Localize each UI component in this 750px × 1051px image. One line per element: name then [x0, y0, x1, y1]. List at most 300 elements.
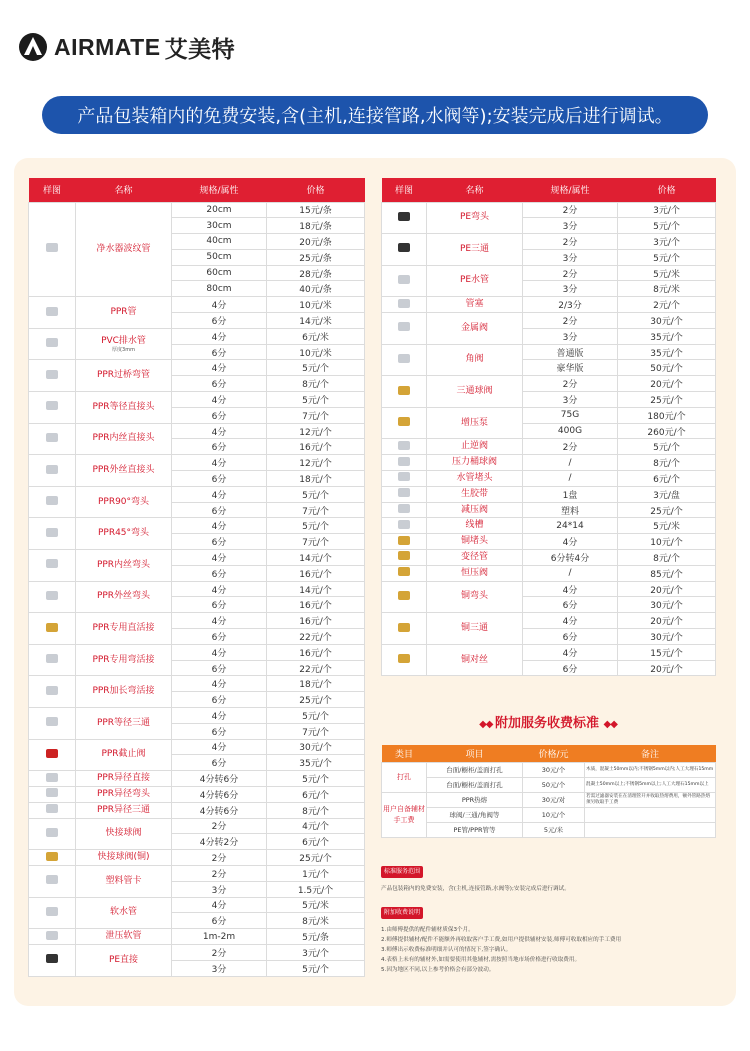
service-price: 30元/个	[523, 762, 585, 777]
product-thumb	[29, 676, 76, 708]
fitting-icon	[398, 551, 410, 560]
service-price: 30元/对	[523, 792, 585, 807]
product-name: PPR等径三通	[76, 708, 172, 740]
product-price: 8元/个	[267, 802, 365, 818]
product-spec: 1盘	[523, 486, 618, 502]
product-price: 3元/个	[618, 202, 716, 218]
product-thumb	[29, 297, 76, 329]
product-name: 快接球阀	[76, 818, 172, 850]
product-name: PE三通	[427, 234, 523, 266]
product-thumb	[29, 929, 76, 945]
product-name: PPR异径直接	[76, 771, 172, 787]
table-row	[382, 313, 716, 329]
fitting-icon	[46, 496, 58, 505]
product-price: 5元/个	[267, 392, 365, 408]
fitting-icon	[46, 338, 58, 347]
product-thumb	[382, 550, 427, 566]
product-price: 6元/个	[267, 786, 365, 802]
service-item: PE管/PPR管等	[427, 822, 523, 837]
product-thumb	[382, 234, 427, 266]
table-row	[29, 297, 365, 313]
col-price: 价格	[267, 178, 365, 202]
product-price: 12元/个	[267, 423, 365, 439]
product-thumb	[29, 423, 76, 455]
product-name: PPR管	[76, 297, 172, 329]
product-price: 28元/条	[267, 265, 365, 281]
product-spec: 2分	[172, 944, 267, 960]
product-spec: 4分	[172, 392, 267, 408]
fitting-icon	[398, 472, 410, 481]
product-price: 5元/个	[267, 518, 365, 534]
product-name: 增压泵	[427, 407, 523, 439]
table-row	[382, 265, 716, 281]
fitting-icon	[398, 212, 410, 221]
product-name: 生胶带	[427, 486, 523, 502]
product-spec: 4分	[523, 581, 618, 597]
table-row	[29, 850, 365, 866]
product-thumb	[29, 360, 76, 392]
product-price: 40元/条	[267, 281, 365, 297]
fitting-icon	[398, 417, 410, 426]
product-price: 5元/个	[267, 771, 365, 787]
service-item: PPR热熔	[427, 792, 523, 807]
product-spec: 3分	[523, 249, 618, 265]
product-spec: 20cm	[172, 202, 267, 218]
fitting-icon	[398, 386, 410, 395]
product-price: 35元/个	[618, 328, 716, 344]
fitting-icon	[46, 401, 58, 410]
product-price: 5元/个	[267, 960, 365, 976]
table-row	[29, 739, 365, 755]
table-row	[382, 471, 716, 487]
diamond-icon: ◆◆	[479, 719, 495, 730]
product-spec: 4分	[172, 613, 267, 629]
product-price: 10元/米	[267, 344, 365, 360]
product-price: 25元/个	[267, 692, 365, 708]
product-name: PPR异径弯头	[76, 786, 172, 802]
product-thumb	[382, 581, 427, 613]
product-thumb	[382, 407, 427, 439]
product-price: 30元/个	[618, 313, 716, 329]
table-row	[382, 565, 716, 581]
product-thumb	[29, 486, 76, 518]
product-name: 水管堵头	[427, 471, 523, 487]
fitting-icon	[46, 465, 58, 474]
product-price: 85元/个	[618, 565, 716, 581]
product-spec: 6分	[172, 344, 267, 360]
product-spec: 2分	[523, 313, 618, 329]
product-price: 5元/米	[618, 265, 716, 281]
product-name: 角阀	[427, 344, 523, 376]
table-row	[29, 518, 365, 534]
col-name: 名称	[76, 178, 172, 202]
product-thumb	[29, 708, 76, 740]
col-price: 价格	[618, 178, 716, 202]
product-price: 16元/个	[267, 565, 365, 581]
service-price: 50元/个	[523, 777, 585, 792]
product-spec: 3分	[523, 281, 618, 297]
fitting-icon	[46, 686, 58, 695]
product-price: 25元/个	[267, 850, 365, 866]
fitting-icon	[46, 243, 58, 252]
product-spec: 2分	[172, 865, 267, 881]
table-row	[29, 897, 365, 913]
product-name: PPR专用弯活接	[76, 644, 172, 676]
table-row	[29, 929, 365, 945]
product-price: 14元/个	[267, 550, 365, 566]
product-thumb	[382, 502, 427, 518]
fitting-icon	[398, 536, 410, 545]
product-price: 180元/个	[618, 407, 716, 423]
service-row	[382, 792, 716, 807]
product-spec: 普通版	[523, 344, 618, 360]
product-spec: 4分	[172, 486, 267, 502]
product-price: 4元/个	[267, 818, 365, 834]
product-spec: 2分	[172, 818, 267, 834]
product-thumb	[29, 897, 76, 929]
product-price: 10元/个	[618, 534, 716, 550]
table-row	[382, 407, 716, 423]
product-thumb	[382, 518, 427, 534]
fitting-icon	[46, 804, 58, 813]
service-note	[585, 822, 716, 837]
product-name: PPR等径直接头	[76, 392, 172, 424]
service-row	[382, 777, 716, 792]
svc-col-price: 价格/元	[523, 745, 585, 762]
table-row	[29, 328, 365, 344]
product-thumb	[29, 865, 76, 897]
product-price: 16元/个	[267, 644, 365, 660]
product-name: 铜三通	[427, 613, 523, 645]
table-row	[29, 392, 365, 408]
product-price: 8元/米	[618, 281, 716, 297]
product-spec: 6分转4分	[523, 550, 618, 566]
product-price: 18元/个	[267, 471, 365, 487]
service-note: 混凝土50mm以上;不锈钢5mm以上;人工大理石15mm以上	[585, 777, 716, 792]
product-thumb	[29, 850, 76, 866]
service-price: 5元/米	[523, 822, 585, 837]
product-spec: 40cm	[172, 234, 267, 250]
table-row	[382, 455, 716, 471]
fitting-icon	[46, 433, 58, 442]
product-spec: 80cm	[172, 281, 267, 297]
product-name: PPR异径三通	[76, 802, 172, 818]
product-spec: 塑料	[523, 502, 618, 518]
product-spec: 6分	[172, 660, 267, 676]
product-spec: /	[523, 471, 618, 487]
table-row	[29, 550, 365, 566]
table-row	[29, 202, 365, 218]
right-price-table	[381, 178, 716, 676]
product-price: 22元/个	[267, 629, 365, 645]
table-row	[29, 581, 365, 597]
table-row	[29, 423, 365, 439]
product-name: 塑料管卡	[76, 865, 172, 897]
install-banner: 产品包装箱内的免费安装,含(主机,连接管路,水阀等);安装完成后进行调试。	[42, 96, 708, 134]
fitting-icon	[46, 623, 58, 632]
product-price: 16元/个	[267, 597, 365, 613]
brand-name: AIRMATE	[54, 33, 161, 60]
product-spec: 4分	[172, 550, 267, 566]
product-thumb	[29, 739, 76, 771]
product-spec: 6分	[172, 439, 267, 455]
product-price: 25元/个	[618, 392, 716, 408]
service-note: 木质，混凝土50mm以内;不锈钢5mm以内;人工大理石15mm	[585, 762, 716, 777]
table-row	[382, 344, 716, 360]
brand-cn: 艾美特	[164, 35, 236, 62]
service-item: 球阀/三通/角阀等	[427, 807, 523, 822]
product-spec: 2分	[523, 439, 618, 455]
fitting-icon	[46, 773, 58, 782]
product-price: 7元/个	[267, 723, 365, 739]
product-name: 金属阀	[427, 313, 523, 345]
product-spec: /	[523, 455, 618, 471]
product-spec: 75G	[523, 407, 618, 423]
product-thumb	[29, 771, 76, 787]
product-thumb	[382, 439, 427, 455]
table-row	[382, 581, 716, 597]
product-spec: 6分	[172, 597, 267, 613]
product-price: 18元/个	[267, 676, 365, 692]
product-name: 净水器波纹管	[76, 202, 172, 297]
product-price: 1.5元/个	[267, 881, 365, 897]
product-spec: 4分	[172, 328, 267, 344]
product-price: 25元/个	[618, 502, 716, 518]
product-name: 三通球阀	[427, 376, 523, 408]
product-price: 5元/个	[267, 708, 365, 724]
service-item: 台面/橱柜/盖面打孔	[427, 762, 523, 777]
fitting-icon	[46, 749, 58, 758]
product-spec: 6分	[172, 629, 267, 645]
product-spec: 2分	[523, 202, 618, 218]
fitting-icon	[46, 528, 58, 537]
fitting-icon	[46, 907, 58, 916]
product-price: 1元/个	[267, 865, 365, 881]
product-name: 铜弯头	[427, 581, 523, 613]
table-row	[382, 376, 716, 392]
product-price: 16元/个	[267, 613, 365, 629]
service-row	[382, 822, 716, 837]
product-thumb	[382, 202, 427, 234]
product-spec: 4分转6分	[172, 802, 267, 818]
product-price: 7元/个	[267, 534, 365, 550]
product-price: 8元/个	[618, 455, 716, 471]
fitting-icon	[46, 852, 58, 861]
table-row	[29, 865, 365, 881]
svc-col-note: 备注	[585, 745, 716, 762]
note-line: 1.由师傅提供的配件辅材质保3个月。	[381, 927, 474, 933]
col-name: 名称	[427, 178, 523, 202]
product-name: 铜堵头	[427, 534, 523, 550]
product-thumb	[29, 613, 76, 645]
col-img: 样图	[382, 178, 427, 202]
left-price-table	[28, 178, 365, 977]
fitting-icon	[46, 591, 58, 600]
product-thumb	[29, 392, 76, 424]
fitting-icon	[46, 931, 58, 940]
product-thumb	[29, 944, 76, 976]
product-spec: 4分	[172, 581, 267, 597]
product-spec: 6分	[523, 597, 618, 613]
table-row	[29, 818, 365, 834]
product-spec: 2分	[172, 850, 267, 866]
product-price: 5元/条	[267, 929, 365, 945]
product-spec: 2分	[523, 234, 618, 250]
product-spec: 6分	[172, 692, 267, 708]
product-price: 30元/个	[267, 739, 365, 755]
fitting-icon	[46, 307, 58, 316]
col-spec: 规格/属性	[523, 178, 618, 202]
service-title: ◆◆ 附加服务收费标准 ◆◆	[479, 716, 617, 731]
product-spec: 4分	[523, 644, 618, 660]
product-spec: 1m-2m	[172, 929, 267, 945]
product-name: 减压阀	[427, 502, 523, 518]
product-name: PE水管	[427, 265, 523, 297]
fitting-icon	[398, 243, 410, 252]
product-price: 8元/个	[618, 550, 716, 566]
table-row	[29, 360, 365, 376]
product-spec: 6分	[172, 376, 267, 392]
table-row	[29, 771, 365, 787]
note-line: 5.因为地区不同,以上参考价格会有部分波动。	[381, 967, 495, 973]
fitting-icon	[398, 354, 410, 363]
product-spec: 24*14	[523, 518, 618, 534]
product-price: 16元/个	[267, 439, 365, 455]
notes-tag: 附加收费说明	[381, 907, 423, 919]
product-spec: 4分	[172, 455, 267, 471]
note-line: 3.师傅出示收费标准明细并认可的情况下,签字确认。	[381, 947, 512, 953]
product-name: PPR加长弯活接	[76, 676, 172, 708]
fitting-icon	[398, 623, 410, 632]
note-line: 4.表格上未有的辅材外,如需要使用其他辅材,需按照当地市场价格进行收取费用。	[381, 957, 581, 963]
product-thumb	[382, 471, 427, 487]
product-name: 管塞	[427, 297, 523, 313]
product-spec: 6分	[172, 723, 267, 739]
product-name: PPR截止阀	[76, 739, 172, 771]
product-name: PPR外丝直接头	[76, 455, 172, 487]
table-row	[29, 802, 365, 818]
product-thumb	[382, 565, 427, 581]
fitting-icon	[46, 370, 58, 379]
table-row	[382, 518, 716, 534]
product-price: 20元/个	[618, 660, 716, 676]
product-spec: 4分转6分	[172, 786, 267, 802]
table-row	[382, 297, 716, 313]
product-price: 20元/个	[618, 376, 716, 392]
brand-header	[18, 30, 235, 64]
table-row	[29, 708, 365, 724]
product-price: 6元/个	[267, 834, 365, 850]
table-row	[382, 439, 716, 455]
service-fee-table	[381, 745, 716, 838]
product-price: 7元/个	[267, 407, 365, 423]
product-price: 260元/个	[618, 423, 716, 439]
product-name: 铜对丝	[427, 644, 523, 676]
product-price: 8元/个	[267, 376, 365, 392]
product-price: 25元/条	[267, 249, 365, 265]
product-thumb	[382, 376, 427, 408]
table-row	[382, 234, 716, 250]
product-price: 7元/个	[267, 502, 365, 518]
product-price: 5元/个	[618, 218, 716, 234]
product-price: 18元/条	[267, 218, 365, 234]
product-name: 恒压阀	[427, 565, 523, 581]
product-spec: 3分	[523, 328, 618, 344]
product-thumb	[29, 518, 76, 550]
product-thumb	[29, 644, 76, 676]
fitting-icon	[46, 788, 58, 797]
product-price: 5元/个	[618, 249, 716, 265]
svc-col-type: 类目	[382, 745, 427, 762]
col-spec: 规格/属性	[172, 178, 267, 202]
notes-list	[381, 925, 715, 975]
table-row	[29, 944, 365, 960]
product-spec: 400G	[523, 423, 618, 439]
table-row	[382, 486, 716, 502]
fitting-icon	[46, 954, 58, 963]
product-spec: 4分	[172, 360, 267, 376]
product-price: 2元/个	[618, 297, 716, 313]
product-price: 10元/米	[267, 297, 365, 313]
product-spec: 2分	[523, 376, 618, 392]
product-price: 5元/个	[618, 439, 716, 455]
product-thumb	[29, 455, 76, 487]
table-row	[29, 644, 365, 660]
product-name: PPR外丝弯头	[76, 581, 172, 613]
product-price: 15元/条	[267, 202, 365, 218]
product-thumb	[29, 818, 76, 850]
product-name: PVC排水管 厚度3mm	[76, 328, 172, 360]
product-spec: 6分	[172, 755, 267, 771]
product-name: 变径管	[427, 550, 523, 566]
product-thumb	[382, 613, 427, 645]
service-row	[382, 807, 716, 822]
product-name: 压力桶球阀	[427, 455, 523, 471]
product-spec: 4分	[523, 534, 618, 550]
product-spec: 4分	[172, 423, 267, 439]
product-name: 泄压软管	[76, 929, 172, 945]
scope-text: 产品包装箱内的免费安装，含(主机,连接管路,水阀等);安装完成后进行调试。	[381, 886, 570, 892]
product-spec: 30cm	[172, 218, 267, 234]
product-price: 5元/个	[267, 486, 365, 502]
product-spec: 6分	[172, 534, 267, 550]
product-thumb	[29, 581, 76, 613]
product-spec: 4分	[172, 708, 267, 724]
fitting-icon	[398, 654, 410, 663]
product-price: 20元/个	[618, 581, 716, 597]
product-price: 20元/个	[618, 613, 716, 629]
product-thumb	[382, 455, 427, 471]
table-row	[29, 676, 365, 692]
product-price: 6元/个	[618, 471, 716, 487]
product-thumb	[29, 550, 76, 582]
product-spec: 6分	[172, 502, 267, 518]
service-item: 台面/橱柜/盖面打孔	[427, 777, 523, 792]
product-spec: 3分	[172, 960, 267, 976]
product-price: 15元/个	[618, 644, 716, 660]
product-spec: 4分	[523, 613, 618, 629]
fitting-icon	[398, 322, 410, 331]
product-price: 14元/米	[267, 313, 365, 329]
diamond-icon: ◆◆	[603, 719, 617, 730]
product-price: 3元/个	[618, 234, 716, 250]
svc-col-item: 项目	[427, 745, 523, 762]
fitting-icon	[398, 441, 410, 450]
product-thumb	[29, 202, 76, 297]
product-price: 35元/个	[267, 755, 365, 771]
product-price: 12元/个	[267, 455, 365, 471]
product-price: 22元/个	[267, 660, 365, 676]
